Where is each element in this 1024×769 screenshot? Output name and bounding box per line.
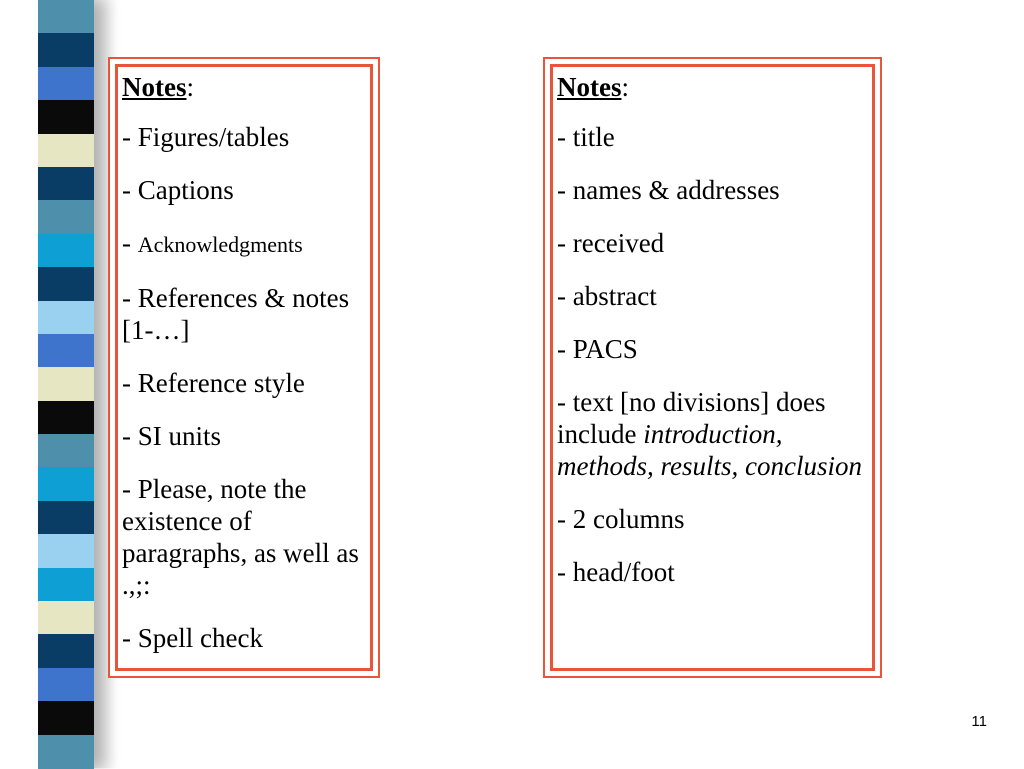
notes-box-left [108, 57, 380, 678]
page-number: 11 [971, 713, 987, 730]
stripe-segment [38, 401, 94, 435]
note-item-reference-style: - Reference style [122, 368, 305, 398]
stripe-segment [38, 134, 94, 168]
stripe-segment [38, 100, 94, 134]
note-item-abstract: - abstract [557, 281, 657, 311]
notes-heading-right: Notes: [557, 72, 629, 102]
stripe-segment [38, 0, 94, 34]
note-item-title: - title [557, 122, 615, 152]
notes-box-right-content [557, 71, 874, 609]
stripe-segment [38, 67, 94, 101]
note-item-captions: - Captions [122, 175, 234, 205]
notes-box-left-content [122, 71, 372, 675]
stripe-segment [38, 301, 94, 335]
stripe-segment [38, 33, 94, 67]
stripe-segment [38, 701, 94, 735]
stripe-segment [38, 234, 94, 268]
stripe-segment [38, 634, 94, 668]
stripe-segment [38, 501, 94, 535]
stripe-segment [38, 601, 94, 635]
note-item-received: - received [557, 228, 665, 258]
stripe-segment [38, 267, 94, 301]
note-item-pacs: - PACS [557, 334, 638, 364]
note-item-head-foot: - head/foot [557, 557, 675, 587]
notes-heading-left: Notes: [122, 72, 194, 102]
note-item-spell-check: - Spell check [122, 623, 263, 653]
stripe-segment [38, 334, 94, 368]
stripe-segment [38, 568, 94, 602]
decorative-stripe-bar [38, 0, 94, 768]
stripe-segment [38, 200, 94, 234]
stripe-segment [38, 668, 94, 702]
notes-box-right [543, 57, 882, 678]
note-item-text-divisions: - text [no divisions] does include introduction, methods, results, conclusion [557, 387, 862, 481]
stripe-segment [38, 167, 94, 201]
note-item-figures-tables: - Figures/tables [122, 122, 290, 152]
stripe-segment [38, 467, 94, 501]
note-item-references-notes: - References & notes [1-…] [122, 283, 350, 345]
stripe-segment [38, 367, 94, 401]
stripe-segment [38, 735, 94, 769]
note-item-acknowledgments: - Acknowledgments [122, 228, 303, 258]
note-item-two-columns: - 2 columns [557, 504, 685, 534]
note-item-paragraphs: - Please, note the existence of paragraphs, as well as .,;: [122, 474, 359, 600]
note-item-names-addresses: - names & addresses [557, 175, 780, 205]
note-item-si-units: - SI units [122, 421, 222, 451]
stripe-segment [38, 434, 94, 468]
stripe-segment [38, 534, 94, 568]
